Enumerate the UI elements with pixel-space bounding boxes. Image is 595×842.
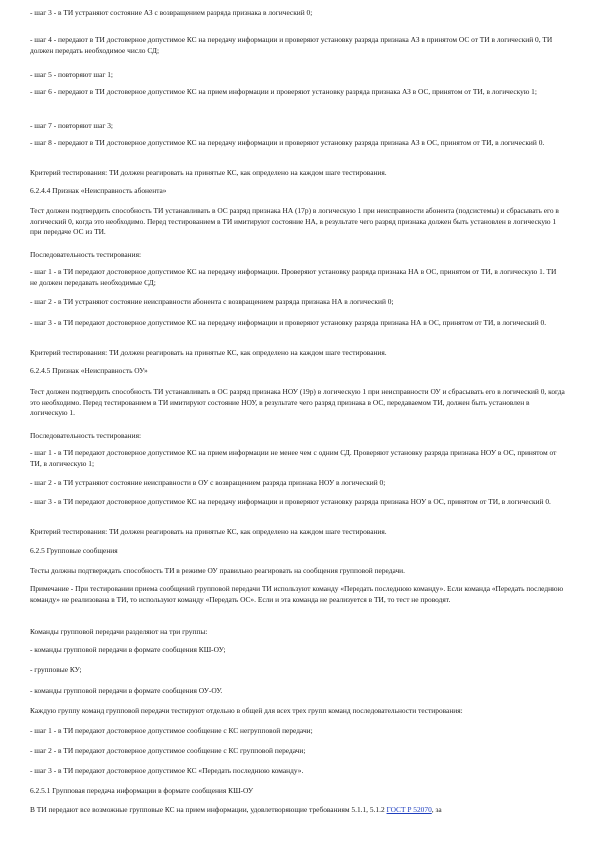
section-heading: 6.2.5.1 Групповая передача информации в формате сообщения КШ-ОУ (30, 786, 254, 795)
paragraph: - шаг 5 - повторяют шаг 1; (30, 70, 113, 79)
section-heading: 6.2.5 Групповые сообщения (30, 546, 118, 555)
paragraph: - шаг 8 - передают в ТИ достоверное допустимое КС на передачу информации и проверяют установку разряда признака АЗ в ОС, принятом от ТИ, в логический 0. (30, 138, 545, 147)
section-heading: 6.2.4.5 Признак «Неисправность ОУ» (30, 366, 148, 375)
paragraph-text: В ТИ передают все возможные групповые КС на прием информации, удовлетворяющие требованиям 5.1.1, 5.1.2 (30, 805, 387, 814)
list-item: - команды групповой передачи в формате сообщения ОУ-ОУ. (30, 686, 223, 695)
paragraph: - шаг 3 - в ТИ передают достоверное допустимое КС на передачу информации и проверяют установку разряда признака НОУ в ОС, принятом от ТИ, в логический 0. (30, 497, 551, 506)
paragraph: - шаг 4 - передают в ТИ достоверное допустимое КС на передачу информации и проверяют установку разряда признака АЗ в принятом ОС от ТИ в логический 0, ТИ должен передать необходимое число СД; (30, 35, 553, 55)
paragraph: Тест должен подтвердить способность ТИ устанавливать в ОС разряд признака НОУ (19р) в логическую 1 при неисправности ОУ и сбрасывать его в логический 0, когда это необходимо. Перед тестированием в ТИ имитируют состояние НОУ, в результате чего разряд признака в ОС, передаваемом ТИ, должен быть установлен в логическую 1. (30, 387, 565, 418)
paragraph: Критерий тестирования: ТИ должен реагировать на принятые КС, как определено на каждом шаге тестирования. (30, 527, 387, 536)
paragraph: Критерий тестирования: ТИ должен реагировать на принятые КС, как определено на каждом шаге тестирования. (30, 348, 387, 357)
list-item: - групповые КУ; (30, 665, 82, 674)
paragraph-text-end: , за (431, 805, 442, 814)
list-item: - шаг 2 - в ТИ передают достоверное допустимое сообщение с КС групповой передачи; (30, 746, 306, 755)
list-item: - команды групповой передачи в формате сообщения КШ-ОУ; (30, 645, 226, 654)
paragraph: - шаг 3 - в ТИ устраняют состояние АЗ с возвращением разряда признака в логический 0; (30, 8, 313, 17)
gost-link[interactable]: ГОСТ Р 52070 (386, 805, 432, 814)
paragraph: Тест должен подтвердить способность ТИ устанавливать в ОС разряд признака НА (17р) в логическую 1 при неисправности абонента (подсистемы) и сбрасывать его в логический 0, когда это необходимо. Перед тестированием в ТИ имитируют состояние НА, в результате чего разряд признака должен быть установлен в логическую 1 при передаче ОС из ТИ. (30, 206, 559, 237)
paragraph: Критерий тестирования: ТИ должен реагировать на принятые КС, как определено на каждом шаге тестирования. (30, 168, 387, 177)
paragraph: - шаг 6 - передают в ТИ достоверное допустимое КС на прием информации и проверяют установку разряда признака АЗ в ОС, принятом от ТИ, в логическую 1; (30, 87, 537, 96)
paragraph: - шаг 1 - в ТИ передают достоверное допустимое КС на передачу информации. Проверяют установку разряда признака НА в ОС, принятом от ТИ, в логическую 1. ТИ не должен передавать необходимые СД; (30, 267, 557, 287)
paragraph: Команды групповой передачи разделяют на три группы: (30, 627, 208, 636)
paragraph (30, 805, 565, 816)
paragraph: - шаг 2 - в ТИ устраняют состояние неисправности абонента с возвращением разряда признака НА в логический 0; (30, 297, 394, 306)
paragraph: Каждую группу команд групповой передачи тестируют отдельно в общей для всех трех групп команд последовательности тестирования: (30, 706, 463, 715)
paragraph: Последовательность тестирования: (30, 431, 142, 440)
paragraph: Тесты должны подтверждать способность ТИ в режиме ОУ правильно реагировать на сообщения групповой передачи. (30, 566, 405, 575)
paragraph: - шаг 2 - в ТИ устраняют состояние неисправности в ОУ с возвращением разряда признака НОУ в логический 0; (30, 478, 386, 487)
paragraph: - шаг 3 - в ТИ передают достоверное допустимое КС на передачу информации и проверяют установку разряда признака НА в ОС, принятом от ТИ, в логический 0. (30, 318, 547, 327)
list-item: - шаг 3 - в ТИ передают достоверное допустимое КС «Передать последнюю команду». (30, 766, 304, 775)
section-heading: 6.2.4.4 Признак «Неисправность абонента» (30, 186, 167, 195)
list-item: - шаг 1 - в ТИ передают достоверное допустимое сообщение с КС негрупповой передачи; (30, 726, 313, 735)
paragraph: - шаг 1 - в ТИ передают достоверное допустимое КС на прием информации не менее чем с одним СД. Проверяют установку разряда признака НОУ в ОС, принятом от ТИ, в логическую 1; (30, 448, 557, 468)
paragraph: - шаг 7 - повторяют шаг 3; (30, 121, 113, 130)
note-paragraph: Примечание - При тестировании приема сообщений групповой передачи ТИ используют команду «Передать последнюю команду». Если команда «Передать последнюю команду» не реализована в ТИ, то используют команду «Передать ОС». Если и эта команда не реализуется в ТИ, то тест не проводят. (30, 584, 564, 604)
paragraph: Последовательность тестирования: (30, 250, 142, 259)
